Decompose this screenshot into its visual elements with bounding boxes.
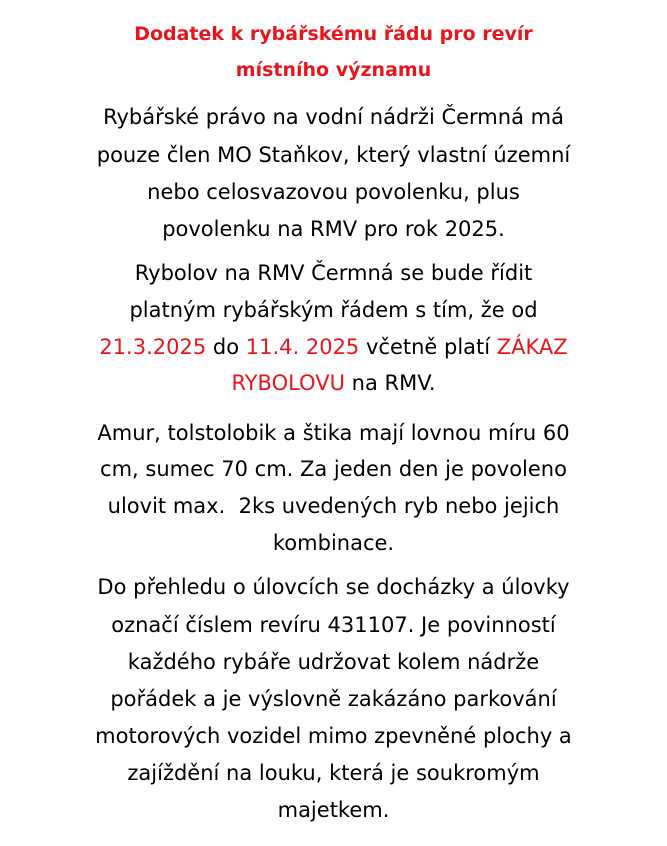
- paragraph-1-line-4: povolenku na RMV pro rok 2025.: [162, 217, 505, 241]
- fishing-ban-label-part-1: ZÁKAZ: [496, 335, 568, 359]
- paragraph-2-line-3: [0, 334, 667, 360]
- fishing-ban-label-part-2: RYBOLOVU: [231, 371, 345, 395]
- ban-text: včetně platí: [359, 335, 497, 359]
- paragraph-4-line-5: motorových vozidel mimo zpevněné plochy a: [95, 724, 572, 748]
- paragraph-3-line-4: kombinace.: [272, 531, 395, 555]
- paragraph-3-line-3-text: ulovit max. 2ks uvedených ryb nebo jejich: [107, 494, 560, 518]
- paragraph-2-line-1: Rybolov na RMV Čermná se bude řídit: [134, 261, 533, 285]
- document-title-line-1: Dodatek k rybářskému řádu pro revír: [134, 23, 533, 45]
- paragraph-1-line-3: nebo celosvazovou povolenku, plus: [147, 180, 520, 204]
- paragraph-1-line-2: pouze člen MO Staňkov, který vlastní územní: [96, 143, 571, 167]
- paragraph-3-line-2: cm, sumec 70 cm. Za jeden den je povoleno: [100, 457, 567, 481]
- paragraph-4-line-6: zajíždění na louku, která je soukromým: [127, 761, 540, 785]
- ban-date-from: 21.3.2025: [99, 335, 207, 359]
- paragraph-2-line-2: platným rybářským řádem s tím, že od: [129, 298, 538, 322]
- paragraph-3-line-3: [0, 493, 667, 519]
- paragraph-4-line-4: pořádek a je výslovně zakázáno parkování: [110, 687, 557, 711]
- paragraph-4-line-7: majetkem.: [277, 798, 390, 822]
- paragraph-2-line-4: [0, 370, 667, 396]
- paragraph-1-line-1: Rybářské právo na vodní nádrži Čermná má: [103, 105, 564, 129]
- paragraph-4-line-2: označí číslem revíru 431107. Je povinností: [111, 613, 556, 637]
- ban-date-to: 11.4. 2025: [245, 335, 360, 359]
- paragraph-4-line-1: Do přehledu o úlovcích se docházky a úlovky: [97, 575, 570, 599]
- paragraph-4-line-3: každého rybáře udržovat kolem nádrže: [127, 650, 540, 674]
- date-connector: do: [206, 335, 246, 359]
- document-title-line-2: místního významu: [235, 59, 432, 81]
- paragraph-3-line-1: Amur, tolstolobik a štika mají lovnou míru 60: [97, 421, 570, 445]
- ban-scope-text: na RMV.: [344, 371, 436, 395]
